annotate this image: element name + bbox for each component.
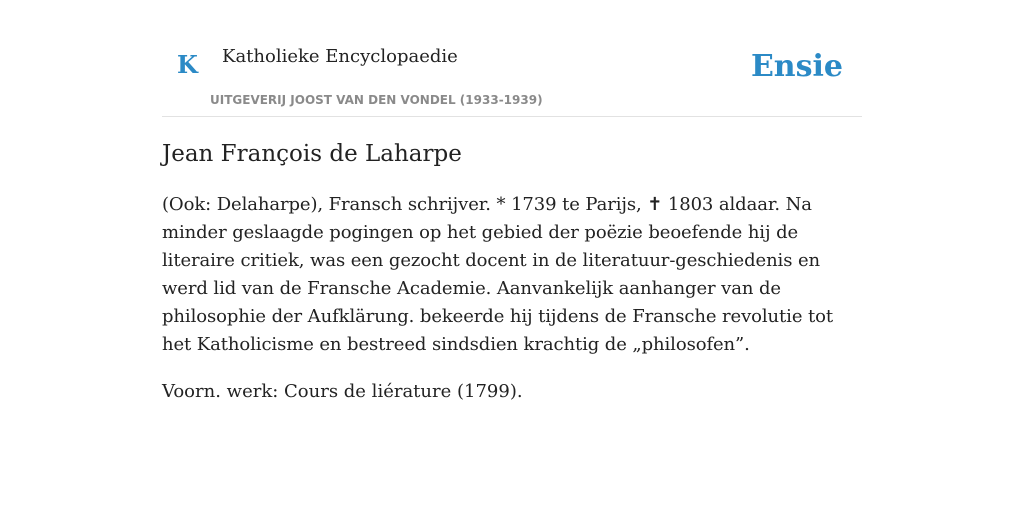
article-note: Voorn. werk: Cours de liérature (1799). [162,381,523,403]
encyclopedia-title-link[interactable]: Katholieke Encyclopaedie [222,46,458,67]
encyclopedia-logo[interactable]: K [177,50,198,79]
site-header [162,0,862,117]
article-title: Jean François de Laharpe [162,141,462,167]
article-body: (Ook: Delaharpe), Fransch schrijver. * 1739 te Parijs, ✝ 1803 aldaar. Na minder geslaagde pogingen op het gebied der poëzie beoefende hij de literaire critiek, was een gezocht docent in de literatuur-geschiedenis en werd lid van de Fransche Academie. Aanvankelijk aanhanger van de philosophie der Aufklärung. bekeerde hij tijdens de Fransche revolutie tot het Katholicisme en bestreed sindsdien krachtig de „philosofen”. [162,194,834,356]
ensie-logo-link[interactable]: Ensie [750,49,843,84]
publisher-label: UITGEVERIJ JOOST VAN DEN VONDEL (1933-1939) [210,93,543,107]
article [162,138,862,406]
